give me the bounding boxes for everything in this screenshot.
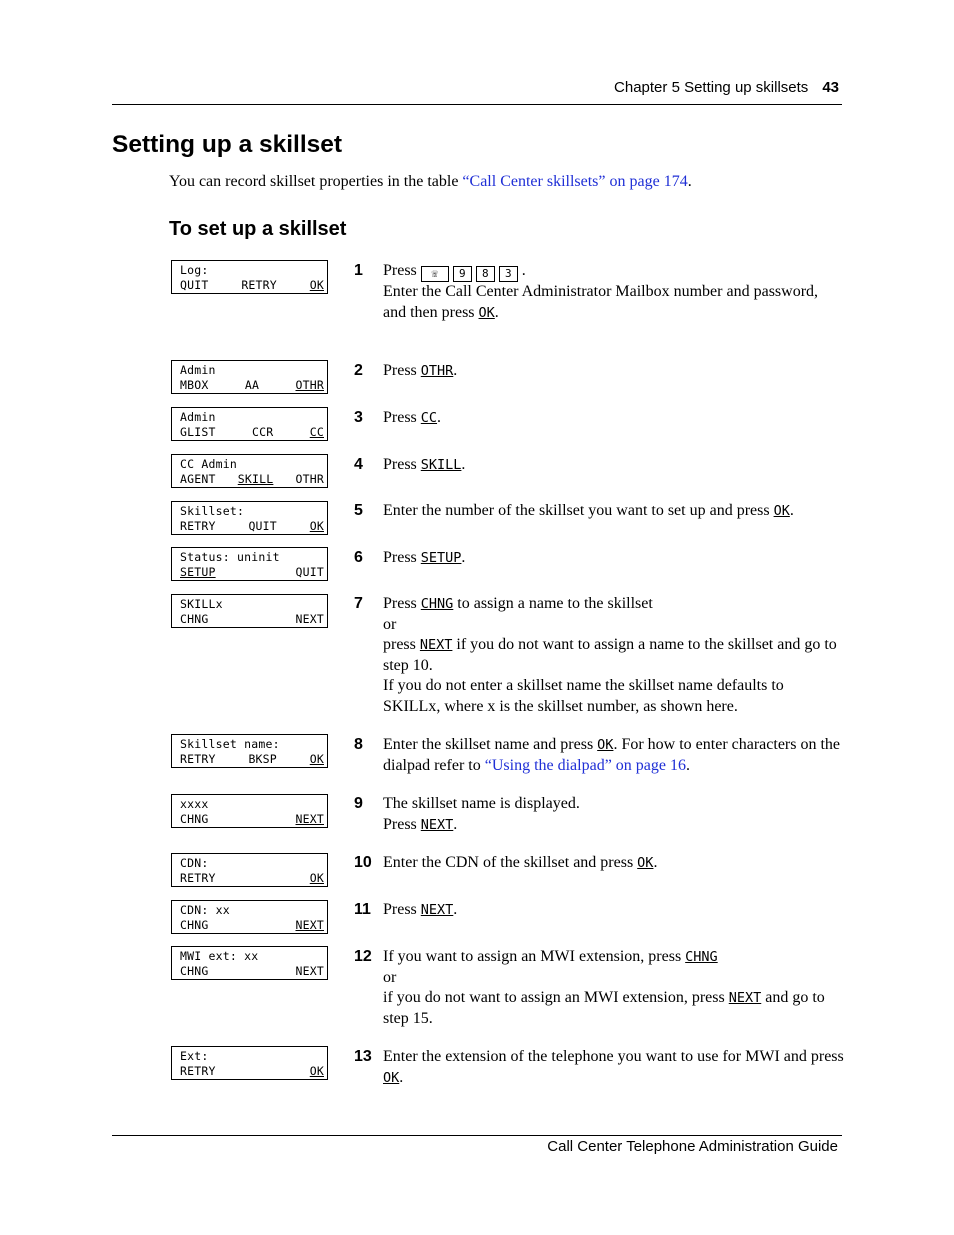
step-number: 4 [354, 456, 363, 473]
step-number: 12 [354, 948, 372, 965]
softkey-label: CHNG [180, 812, 209, 826]
softkey-label: NEXT [295, 812, 324, 826]
step-text: If you do not enter a skillset name the skillset name defaults to SKILLx, where x is the skillset number, as shown here. [383, 677, 784, 715]
display-line: CC Admin [180, 457, 237, 471]
softkey-label: OK [309, 871, 324, 885]
step-text: if you do not want to assign a name to the skillset and go to step 10. [383, 636, 837, 674]
softkey-label: QUIT [295, 565, 324, 579]
step-text: If you want to assign an MWI extension, press [383, 948, 682, 965]
softkey-label: RETRY [180, 871, 216, 885]
softkey-skill: SKILL [420, 457, 462, 473]
telephone-display [171, 260, 328, 294]
telephone-display [171, 900, 328, 934]
softkey-next: NEXT [728, 990, 762, 1006]
display-softkeys [180, 964, 324, 978]
softkey-ok: OK [383, 1069, 400, 1086]
softkey-label: AA [244, 378, 260, 392]
step-number: 11 [354, 901, 371, 918]
softkey-setup: SETUP [420, 550, 462, 566]
display-softkeys [180, 752, 324, 766]
display-softkeys [180, 425, 324, 439]
softkey-next: NEXT [419, 637, 453, 653]
dial-key-9: 9 [453, 266, 472, 282]
intro-text: You can record skillset properties in the table [169, 173, 463, 190]
step-number: 5 [354, 502, 363, 519]
step-text: press [383, 636, 416, 653]
softkey-label: OK [309, 519, 324, 533]
display-line: CDN: xx [180, 903, 230, 917]
softkey-chng: CHNG [685, 949, 718, 965]
display-softkeys [180, 378, 324, 392]
softkey-label: CHNG [180, 918, 209, 932]
step-text: Enter the Call Center Administrator Mailbox number and password, [383, 283, 819, 300]
step-text: and go to step 15. [383, 989, 825, 1027]
step-text: Press [383, 595, 417, 612]
softkey-label: OTHR [295, 472, 324, 486]
softkey-ok: OK [773, 503, 790, 519]
softkey-cc: CC [420, 410, 438, 426]
step-text: Enter the CDN of the skillset and press [383, 854, 634, 871]
softkey-label: CCR [252, 425, 274, 439]
softkey-label: CHNG [180, 612, 209, 626]
display-line: Log: [180, 263, 209, 277]
softkey-label: NEXT [295, 918, 324, 932]
display-line: MWI ext: xx [180, 949, 259, 963]
display-softkeys [180, 472, 324, 486]
telephone-display [171, 360, 328, 394]
telephone-display [171, 407, 328, 441]
step-text: Press [383, 456, 417, 473]
softkey-chng: CHNG [420, 596, 454, 612]
display-line: Skillset: [180, 504, 245, 518]
intro-end: . [687, 173, 692, 190]
dial-key-3: 3 [499, 266, 518, 282]
telephone-display [171, 734, 328, 768]
step-number: 3 [354, 409, 363, 426]
softkey-label: AGENT [180, 472, 216, 486]
softkey-label: OK [309, 278, 324, 292]
softkey-label: CHNG [180, 964, 209, 978]
telephone-display [171, 794, 328, 828]
softkey-next: NEXT [420, 816, 454, 833]
display-line: SKILLx [180, 597, 223, 611]
step-number: 9 [354, 795, 363, 812]
page-number: 43 [822, 79, 839, 96]
step-text: or [383, 615, 397, 633]
softkey-label: QUIT [180, 278, 209, 292]
step-text: and then press [383, 303, 475, 321]
step-number: 7 [354, 595, 363, 612]
softkey-ok: OK [637, 855, 654, 871]
step-text: Press [383, 262, 417, 279]
running-footer: Call Center Telephone Administration Guide [547, 1138, 838, 1155]
step-number: 8 [354, 736, 363, 753]
feature-key: ☏ [421, 266, 449, 282]
softkey-label: RETRY [241, 278, 277, 292]
display-softkeys [180, 519, 324, 533]
telephone-display [171, 501, 328, 535]
using-the-dialpad-link[interactable]: “Using the dialpad” on page 16 [484, 756, 687, 774]
softkey-next: NEXT [420, 902, 454, 918]
telephone-display [171, 946, 328, 980]
softkey-label: QUIT [248, 519, 277, 533]
telephone-display [171, 454, 328, 488]
intro-paragraph [169, 173, 692, 191]
step-number: 10 [354, 854, 372, 871]
softkey-label: GLIST [180, 425, 216, 439]
softkey-label: RETRY [180, 1064, 216, 1078]
dial-key-8: 8 [476, 266, 495, 282]
step-text: Press [383, 815, 417, 833]
softkey-label: SKILL [237, 472, 274, 486]
softkey-label: RETRY [180, 519, 216, 533]
display-softkeys [180, 278, 324, 292]
footer-rule [112, 1135, 842, 1136]
step-text: Enter the extension of the telephone you want to use for MWI and press [383, 1048, 844, 1065]
softkey-label: CC [309, 425, 324, 439]
step-number: 1 [354, 262, 363, 279]
softkey-label: OK [309, 1064, 324, 1078]
step-number: 2 [354, 362, 363, 379]
softkey-ok: OK [478, 304, 495, 321]
softkey-label: SETUP [180, 565, 216, 579]
display-softkeys [180, 871, 324, 885]
step-text: Press [383, 549, 417, 566]
step-text: Enter the skillset name and press [383, 736, 594, 753]
step-text: . For how to enter characters on the dialpad refer to [383, 736, 841, 774]
call-center-skillsets-link[interactable]: “Call Center skillsets” on page 174 [462, 173, 688, 190]
telephone-display [171, 1046, 328, 1080]
softkey-label: RETRY [180, 752, 216, 766]
step-number: 6 [354, 549, 363, 566]
step-text: if you do not want to assign an MWI extension, press [383, 989, 725, 1006]
procedure-title: To set up a skillset [169, 218, 347, 240]
telephone-display [171, 547, 328, 581]
display-softkeys [180, 1064, 324, 1078]
display-line: Skillset name: [180, 737, 280, 751]
softkey-label: NEXT [295, 964, 324, 978]
display-softkeys [180, 565, 324, 579]
display-line: CDN: [180, 856, 209, 870]
step-text: Press [383, 409, 417, 426]
running-header [614, 79, 839, 96]
display-line: Admin [180, 363, 216, 377]
display-line: Ext: [180, 1049, 209, 1063]
step-text: The skillset name is displayed. [383, 795, 580, 812]
softkey-ok: OK [597, 737, 614, 753]
softkey-othr: OTHR [420, 363, 454, 379]
step-text: Press [383, 901, 417, 918]
softkey-label: OK [309, 752, 324, 766]
softkey-label: NEXT [295, 612, 324, 626]
telephone-display [171, 853, 328, 887]
display-softkeys [180, 812, 324, 826]
display-line: Admin [180, 410, 216, 424]
chapter-title: Chapter 5 Setting up skillsets [614, 79, 809, 96]
step-text: Enter the number of the skillset you want to set up and press [383, 502, 770, 519]
telephone-display [171, 594, 328, 628]
step-text: to assign a name to the skillset [457, 595, 653, 612]
page-title: Setting up a skillset [112, 131, 343, 158]
step-text: or [383, 968, 397, 986]
header-rule [112, 104, 842, 105]
display-line: Status: uninit [180, 550, 280, 564]
softkey-label: BKSP [248, 752, 277, 766]
display-softkeys [180, 918, 324, 932]
step-number: 13 [354, 1048, 372, 1065]
softkey-label: MBOX [180, 378, 209, 392]
display-softkeys [180, 612, 324, 626]
softkey-label: OTHR [295, 378, 324, 392]
display-line: xxxx [180, 797, 209, 811]
step-text: Press [383, 362, 417, 379]
